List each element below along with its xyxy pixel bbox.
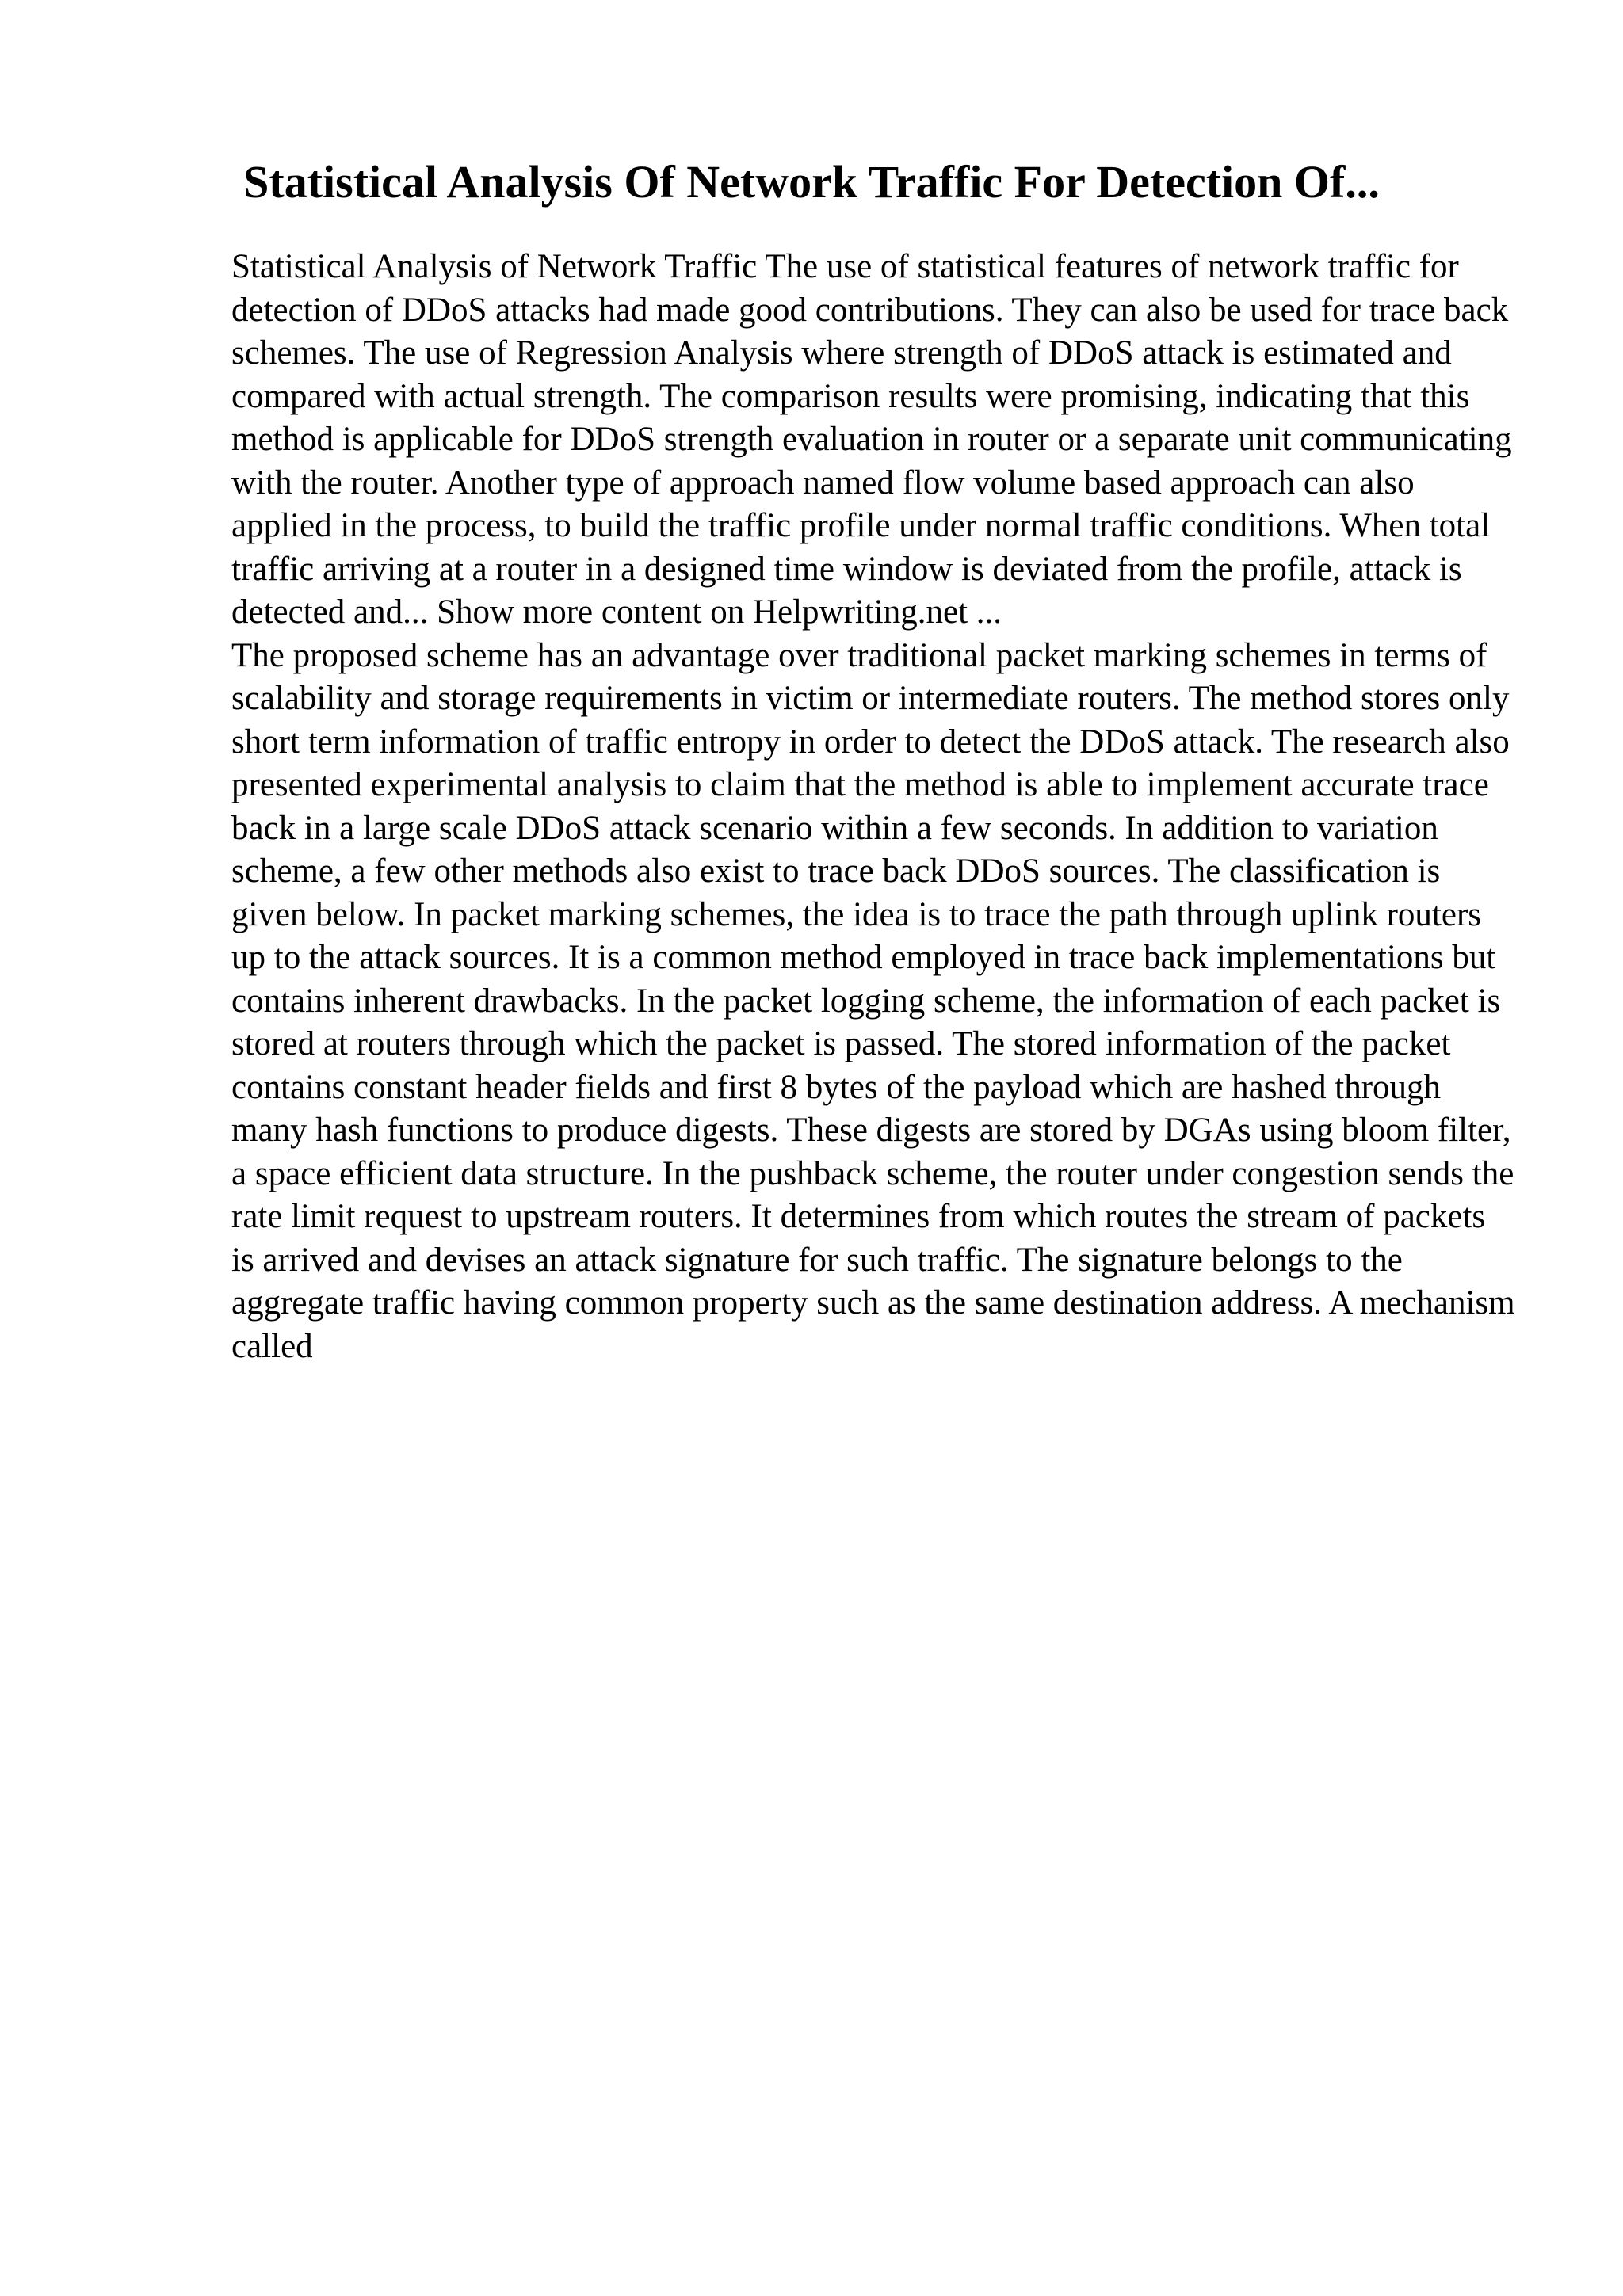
paragraph-1: Statistical Analysis of Network Traffic The use of statistical features of network traffic for detection of DDoS attacks had made good contributions. They can also be used for trace back schemes. The use of Regression Analysis where strength of DDoS attack is estimated and compared with actual strength. The comparison results were promising, indicating that this method is applicable for DDoS strength evaluation in router or a separate unit communicating with the router. Another type of approach named flow volume based approach can also applied in the process, to build the traffic profile under normal traffic conditions. When total traffic arriving at a router in a designed time window is deviated from the profile, attack is detected and... Show more content on Helpwriting.net ... <box>231 248 1512 631</box>
page-title: Statistical Analysis Of Network Traffic For Detection Of... <box>243 156 1380 208</box>
document-body <box>231 246 1515 1368</box>
paragraph-2: The proposed scheme has an advantage over traditional packet marking schemes in terms of scalability and storage requirements in victim or intermediate routers. The method stores only short term information of traffic entropy in order to detect the DDoS attack. The research also presented experimental analysis to claim that the method is able to implement accurate trace back in a large scale DDoS attack scenario within a few seconds. In addition to variation scheme, a few other methods also exist to trace back DDoS sources. The classification is given below. In packet marking schemes, the idea is to trace the path through uplink routers up to the attack sources. It is a common method employed in trace back implementations but contains inherent drawbacks. In the packet logging scheme, the information of each packet is stored at routers through which the packet is passed. The stored information of the packet contains constant header fields and first 8 bytes of the payload which are hashed through many hash functions to produce digests. These digests are stored by DGAs using bloom filter, a space efficient data structure. In the pushback scheme, the router under congestion sends the rate limit request to upstream routers. It determines from which routes the stream of packets is arrived and devises an attack signature for such traffic. The signature belongs to the aggregate traffic having common property such as the same destination address. A mechanism called <box>231 636 1515 1365</box>
